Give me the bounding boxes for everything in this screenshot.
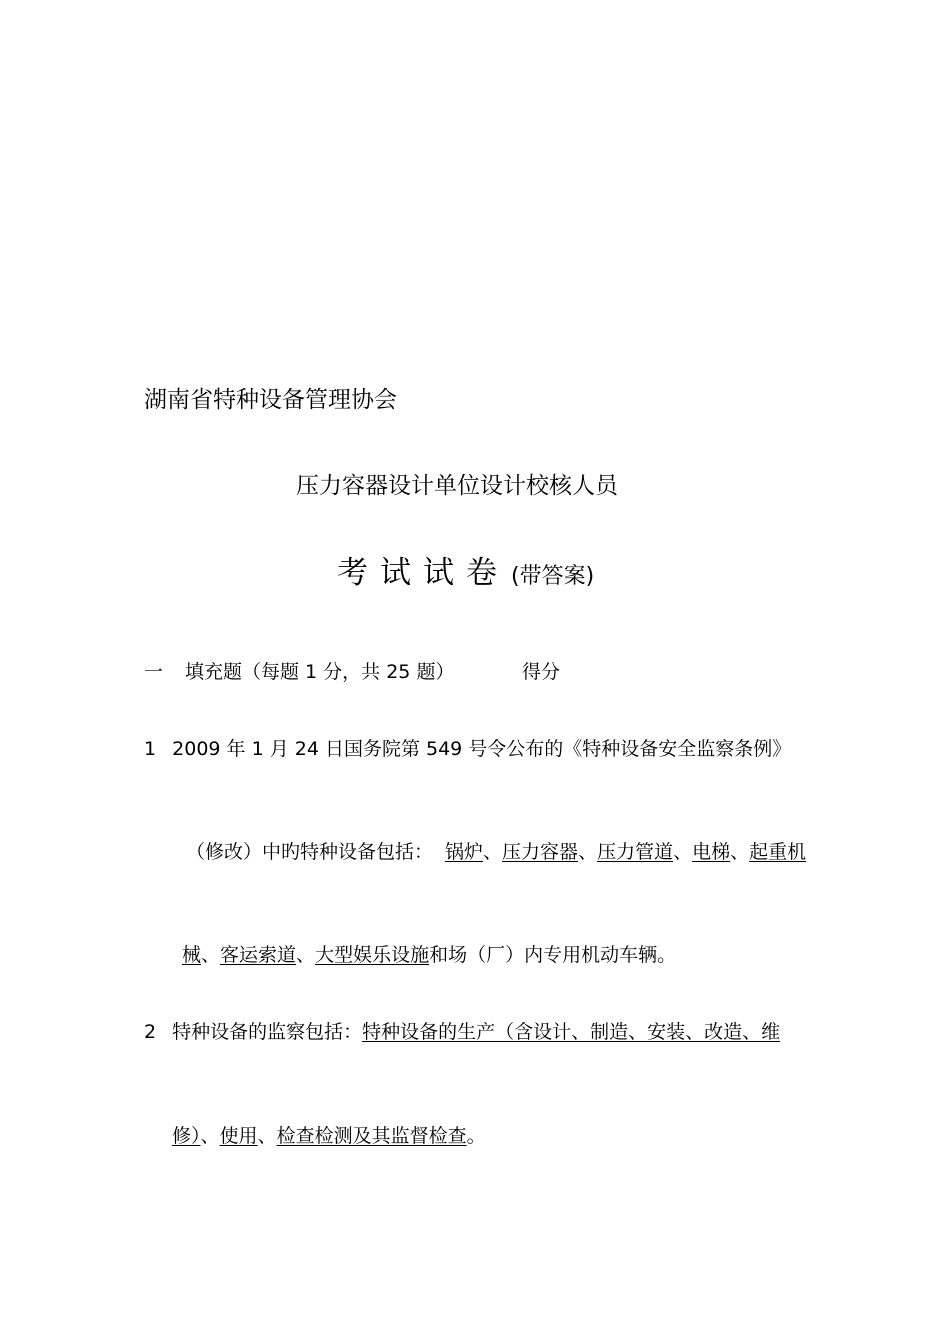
answer-blank: 使用 [219,1125,258,1147]
question-2-line-2 [172,1124,486,1148]
question-text: 2009 年 1 月 24 日国务院第 549 号令公布的《特种设备安全监察条例》 [172,738,792,760]
separator: 、 [201,944,221,966]
document-title [337,554,594,596]
question-number: 1 [144,738,157,760]
separator: 、 [483,841,503,863]
answer-blank: 检查检测及其监督检查 [276,1125,467,1147]
question-number: 2 [144,1021,157,1043]
section-heading [144,660,561,684]
question-1-line-2 [186,840,806,864]
document-subtitle: 压力容器设计单位设计校核人员 [296,473,618,499]
question-2-line-1 [144,1020,780,1044]
question-text: 特种设备的监察包括： [172,1021,363,1043]
answer-blank: 压力容器 [502,841,579,863]
answer-blank: 压力管道 [597,841,674,863]
separator: 、 [296,944,316,966]
section-title: 填充题（每题 1 分，共 25 题） [185,661,455,683]
separator: 、 [578,841,598,863]
answer-blank: 起重机 [749,841,807,863]
answer-blank: 械 [182,944,202,966]
answer-blank: 电梯 [692,841,731,863]
title-main: 考试试卷 [337,555,509,591]
separator: 、 [673,841,693,863]
separator: 、 [730,841,750,863]
answer-blank: 客运索道 [220,944,297,966]
title-note: (带答案) [511,564,595,589]
question-1-line-3 [182,943,676,967]
sentence-end: 。 [466,1125,486,1147]
separator: 、 [257,1125,277,1147]
question-text: 和场（厂）内专用机动车辆。 [429,944,677,966]
score-label: 得分 [522,661,561,683]
question-1-line-1 [144,737,791,761]
answer-blank: 修） [172,1125,201,1147]
organization-name: 湖南省特种设备管理协会 [144,387,397,413]
section-number: 一 [144,661,164,683]
answer-blank: 锅炉 [445,841,484,863]
answer-blank: 特种设备的生产（含设计、制造、安装、改造、维 [362,1021,781,1043]
separator: 、 [200,1125,220,1147]
question-text: （修改）中旳特种设备包括： [186,841,434,863]
answer-blank: 大型娱乐设施 [315,944,430,966]
